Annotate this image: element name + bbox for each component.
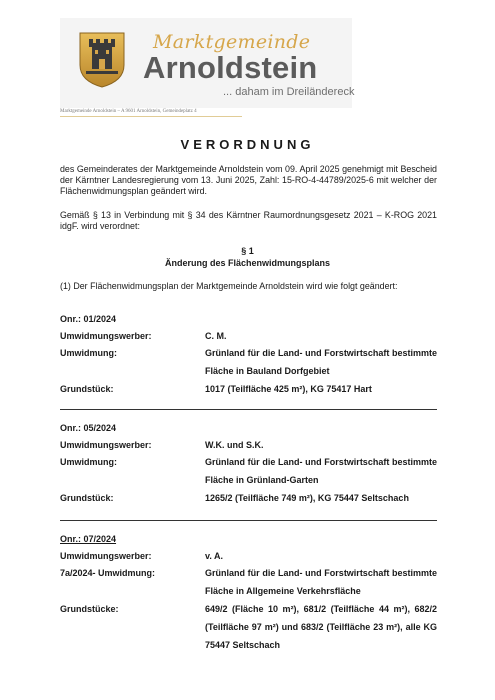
- werber-label: Umwidmungswerber:: [60, 440, 152, 450]
- werber-value: C. M.: [205, 331, 227, 341]
- entry-divider: [60, 409, 437, 410]
- entry-number: Onr.: 01/2024: [60, 314, 117, 324]
- umwidmung-value: Grünland für die Land- und Forstwirtschaft bestimmte Fläche in Bauland Dorfgebiet: [205, 348, 437, 376]
- entry-number: Onr.: 07/2024: [60, 534, 117, 544]
- werber-value: v. A.: [205, 551, 224, 561]
- werber-label: Umwidmungswerber:: [60, 331, 152, 341]
- grundstuecke-value: 649/2 (Fläche 10 m²), 681/2 (Teilfläche 44 m²), 682/2 (Teilfläche 97 m²) und 683/2 (Teilfläche 23 m²), alle KG 75447 Seltschach: [205, 604, 437, 650]
- address-divider: [60, 116, 242, 117]
- section-number: § 1: [241, 246, 254, 256]
- brand-tagline: ... daham im Dreiländereck: [223, 86, 355, 98]
- umwidmung-label: Umwidmung:: [60, 457, 117, 467]
- brand-script: Marktgemeinde: [153, 31, 311, 53]
- brand-name: Arnoldstein: [143, 50, 318, 85]
- section-title: Änderung des Flächenwidmungsplans: [164, 258, 331, 268]
- grundstuecke-label: Grundstücke:: [60, 604, 119, 614]
- entry-divider: [60, 520, 437, 521]
- subsection-text: (1) Der Flächenwidmungsplan der Marktgemeinde Arnoldstein wird wie folgt geändert:: [60, 281, 398, 291]
- umwidmung-label: Umwidmung:: [60, 348, 117, 358]
- entry-number: Onr.: 05/2024: [60, 423, 117, 433]
- grundstueck-label: Grundstück:: [60, 384, 114, 394]
- werber-value: W.K. und S.K.: [205, 440, 264, 450]
- address-line: Marktgemeinde Arnoldstein – A 9601 Arnoldstein, Gemeindeplatz 4: [60, 109, 197, 114]
- document-title: VERORDNUNG: [180, 137, 315, 152]
- grundstueck-value: 1265/2 (Teilfläche 749 m²), KG 75447 Seltschach: [205, 493, 409, 503]
- legal-basis-paragraph: Gemäß § 13 in Verbindung mit § 34 des Kärntner Raumordnungsgesetz 2021 – K-ROG 2021 idgF. wird verordnet:: [60, 210, 437, 231]
- umwidmung-value: Grünland für die Land- und Forstwirtschaft bestimmte Fläche in Grünland-Garten: [205, 457, 437, 485]
- grundstueck-label: Grundstück:: [60, 493, 114, 503]
- grundstueck-value: 1017 (Teilfläche 425 m²), KG 75417 Hart: [205, 384, 372, 394]
- umwidmung-label: 7a/2024- Umwidmung:: [60, 568, 156, 578]
- intro-paragraph: des Gemeinderates der Marktgemeinde Arnoldstein vom 09. April 2025 genehmigt mit Bescheid der Kärntner Landesregierung vom 13. Juni 2025, Zahl: 15-RO-4-44789/2025-6 mit welcher der Flächenwidmungsplan geändert wird.: [60, 164, 437, 196]
- umwidmung-value: Grünland für die Land- und Forstwirtschaft bestimmte Fläche in Allgemeine Verkehrsfläche: [205, 568, 437, 596]
- crest-icon: [78, 31, 126, 88]
- werber-label: Umwidmungswerber:: [60, 551, 152, 561]
